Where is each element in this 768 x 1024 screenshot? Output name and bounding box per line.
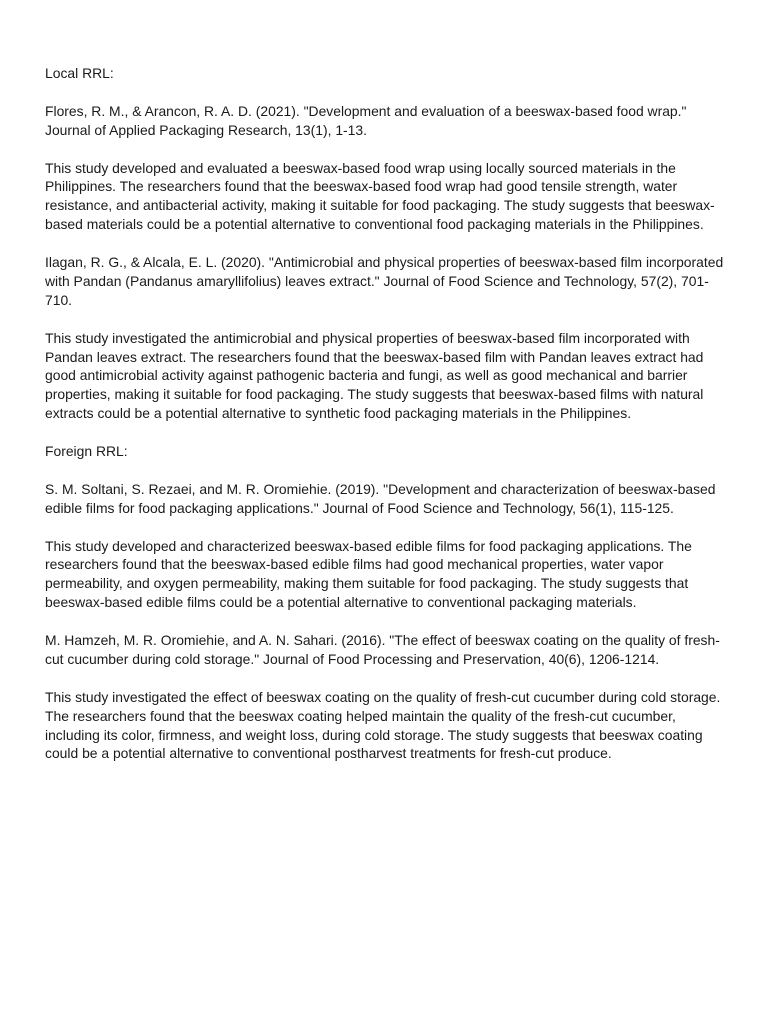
local-summary-1: This study developed and evaluated a beeswax-based food wrap using locally sourced materials in the Philippines. The researchers found that the beeswax-based food wrap had good tensile strength, water resistance, and antibacterial activity, making it suitable for food packaging. The study suggests that beeswax-based materials could be a potential alternative to conventional food packaging materials in the Philippines. (45, 159, 715, 233)
document-body (45, 64, 725, 782)
foreign-rrl-heading: Foreign RRL: (45, 443, 128, 460)
foreign-summary-2: This study investigated the effect of beeswax coating on the quality of fresh-cut cucumber during cold storage. The researchers found that the beeswax coating helped maintain the quality of the fresh-cut cucumber, including its color, firmness, and weight loss, during cold storage. The study suggests that beeswax coating could be a potential alternative to conventional postharvest treatments for fresh-cut produce. (45, 688, 721, 762)
foreign-citation-2: M. Hamzeh, M. R. Oromiehie, and A. N. Sahari. (2016). "The effect of beeswax coating on the quality of fresh-cut cucumber during cold storage." Journal of Food Processing and Preservation, 40(6), 1206-1214. (45, 632, 720, 667)
foreign-summary-1: This study developed and characterized beeswax-based edible films for food packaging applications. The researchers found that the beeswax-based edible films had good mechanical properties, water vapor permeability, and oxygen permeability, making them suitable for food packaging. The study suggests that beeswax-based edible films could be a potential alternative to conventional packaging materials. (45, 537, 692, 611)
foreign-citation-1: S. M. Soltani, S. Rezaei, and M. R. Oromiehie. (2019). "Development and characterization of beeswax-based edible films for food packaging applications." Journal of Food Science and Technology, 56(1), 115-125. (45, 480, 716, 516)
local-summary-2: This study investigated the antimicrobial and physical properties of beeswax-based film incorporated with Pandan leaves extract. The researchers found that the beeswax-based film with Pandan leaves extract had good antimicrobial activity against pathogenic bacteria and fungi, as well as good mechanical and barrier properties, making it suitable for food packaging. The study suggests that beeswax-based films with natural extracts could be a potential alternative to synthetic food packaging materials in the Philippines. (45, 329, 704, 422)
local-citation-1: Flores, R. M., & Arancon, R. A. D. (2021). "Development and evaluation of a beeswax-based food wrap." Journal of Applied Packaging Research, 13(1), 1-13. (45, 102, 687, 138)
local-rrl-heading: Local RRL: (45, 65, 114, 81)
local-citation-2: Ilagan, R. G., & Alcala, E. L. (2020). "Antimicrobial and physical properties of beeswax-based film incorporated with Pandan (Pandanus amaryllifolius) leaves extract." Journal of Food Science and Technology, 57(2), 701-710. (45, 254, 724, 308)
